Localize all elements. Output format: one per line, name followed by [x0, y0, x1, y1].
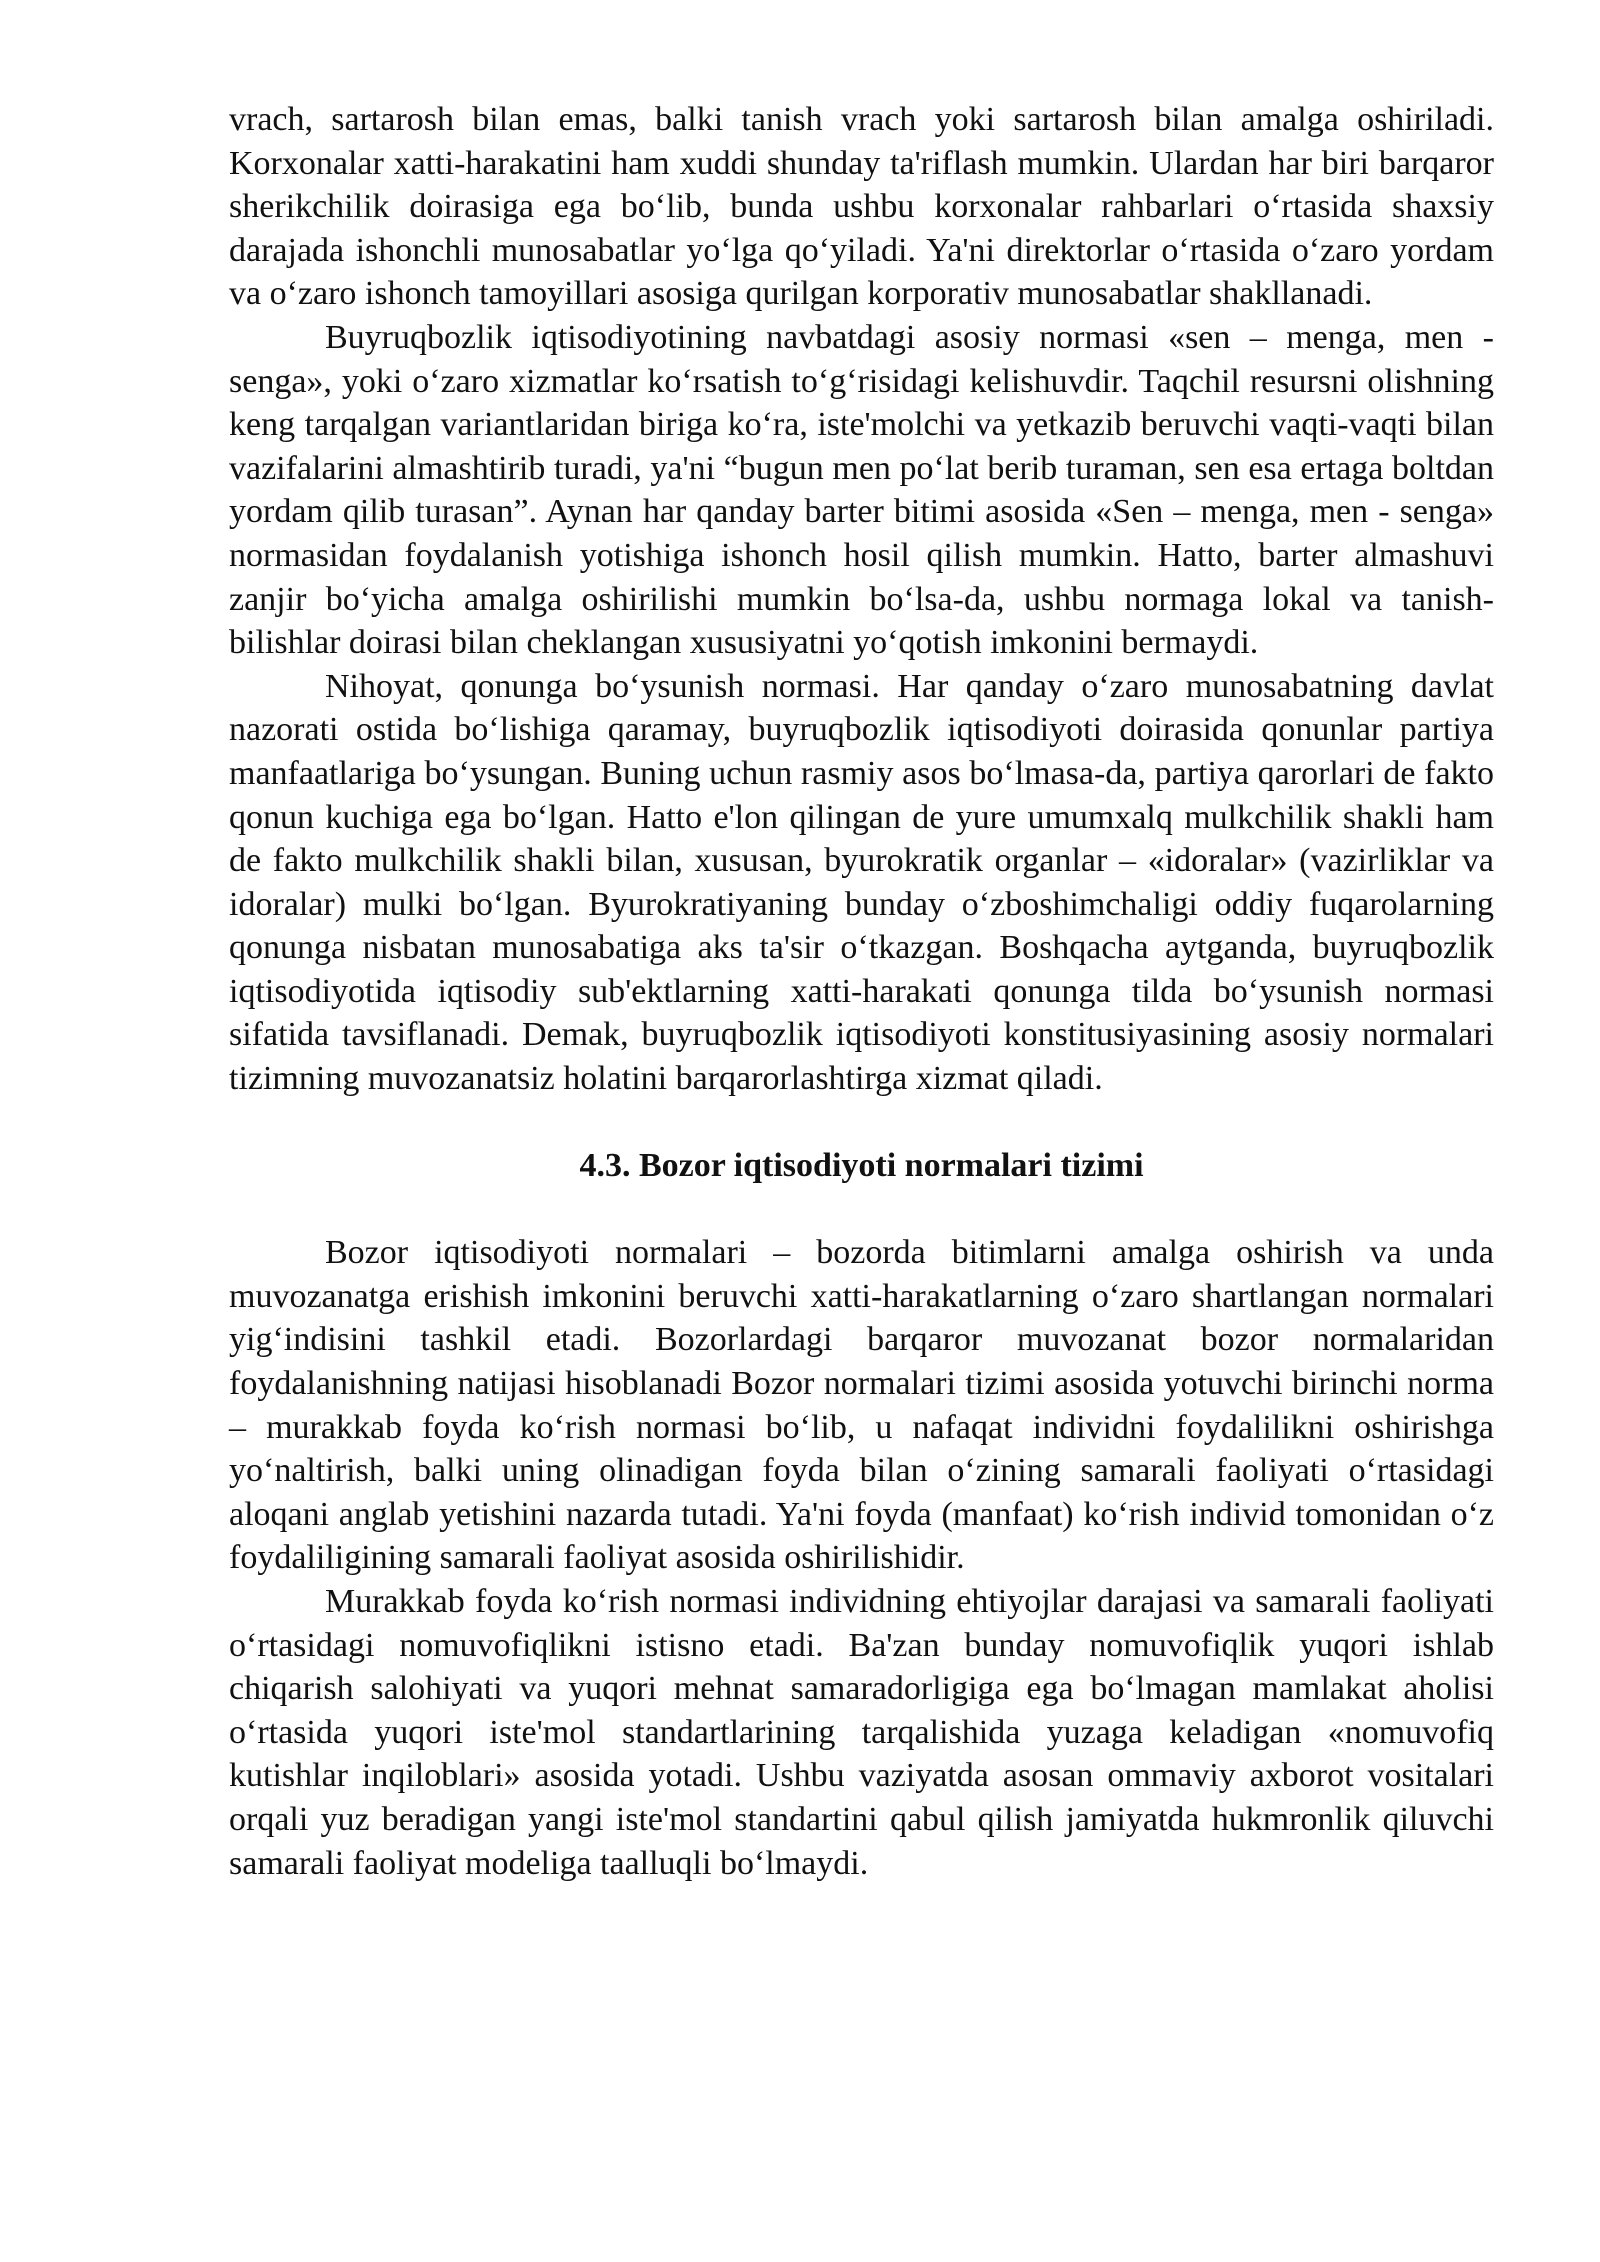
section-heading: 4.3. Bozor iqtisodiyoti normalari tizimi [579, 1146, 1144, 1184]
paragraph-law-obedience-norm: Nihoyat, qonunga bo‘ysunish normasi. Har qanday o‘zaro munosabatning davlat nazorati ostida bo‘lishiga qaramay, buyruqbozlik iqtisodiyoti doirasida qonunlar partiya manfaatlariga bo‘ysungan. Buning uchun rasmiy asos bo‘lmasa-da, partiya qarorlari de fakto qonun kuchiga ega bo‘lgan. Hatto e'lon qilingan de yure umumxalq mulkchilik shakli ham de fakto mulkchilik shakli bilan, xususan, byurokratik organlar – «idoralar» (vazirliklar va idoralar) mulki bo‘lgan. Byurokratiyaning bunday o‘zboshimchaligi oddiy fuqarolarning qonunga nisbatan munosabatiga aks ta'sir o‘tkazgan. Boshqacha aytganda, buyruqbozlik iqtisodiyotida iqtisodiy sub'ektlarning xatti-harakati qonunga tilda bo‘ysunish normasi sifatida tavsiflanadi. Demak, buyruqbozlik iqtisodiyoti konstitusiyasining asosiy normalari tizimning muvozanatsiz holatini barqarorlashtirga xizmat qiladi. [229, 667, 1494, 1098]
document-page [229, 98, 1494, 1885]
paragraph-market-norms: Bozor iqtisodiyoti normalari – bozorda bitimlarni amalga oshirish va unda muvozanatga erishish imkonini beruvchi xatti-harakatlarning o‘zaro shartlangan normalari yig‘indisini tashkil etadi. Bozorlardagi barqaror muvozanat bozor normalaridan foydalanishning natijasi hisoblanadi Bozor normalari tizimi asosida yotuvchi birinchi norma – murakkab foyda ko‘rish normasi bo‘lib, u nafaqat individni foydalilikni oshirishga yo‘naltirish, balki uning olinadigan foyda bilan o‘zining samarali faoliyati o‘rtasidagi aloqani anglab yetishini nazarda tutadi. Ya'ni foyda (manfaat) ko‘rish individ tomonidan o‘z foydaliligining samarali faoliyat asosida oshirilishidir. [229, 1234, 1494, 1577]
paragraph-you-to-me-norm: Buyruqbozlik iqtisodiyotining navbatdagi asosiy normasi «sen – menga, men - senga», yoki o‘zaro xizmatlar ko‘rsatish to‘g‘risidagi kelishuvdir. Taqchil resursni olishning keng tarqalgan variantlaridan biriga ko‘ra, iste'molchi va yetkazib beruvchi vaqti-vaqti bilan vazifalarini almashtirib turadi, ya'ni “bugun men po‘lat berib turaman, sen esa ertaga boltdan yordam qilib turasan”. Aynan har qanday barter bitimi asosida «Sen – menga, men - senga» normasidan foydalanish yotishiga ishonch hosil qilish mumkin. Hatto, barter almashuvi zanjir bo‘yicha amalga oshirilishi mumkin bo‘lsa-da, ushbu normaga lokal va tanish-bilishlar doirasi bilan cheklangan xususiyatni yo‘qotish imkonini bermaydi. [229, 318, 1494, 662]
paragraph-doctors-and-firms: vrach, sartarosh bilan emas, balki tanish vrach yoki sartarosh bilan amalga oshiriladi. Korxonalar xatti-harakatini ham xuddi shunday ta'riflash mumkin. Ulardan har biri barqaror sherikchilik doirasiga ega bo‘lib, bunda ushbu korxonalar rahbarlari o‘rtasida shaxsiy darajada ishonchli munosabatlar yo‘lga qo‘yiladi. Ya'ni direktorlar o‘rtasida o‘zaro yordam va o‘zaro ishonch tamoyillari asosiga qurilgan korporativ munosabatlar shakllanadi. [229, 101, 1494, 313]
paragraph-complex-profit-norm: Murakkab foyda ko‘rish normasi individning ehtiyojlar darajasi va samarali faoliyati o‘rtasidagi nomuvofiqlikni istisno etadi. Ba'zan bunday nomuvofiqlik yuqori ishlab chiqarish salohiyati va yuqori mehnat samaradorligiga ega bo‘lmagan mamlakat aholisi o‘rtasida yuqori iste'mol standartlarining tarqalishida yuzaga keladigan «nomuvofiq kutishlar inqiloblari» asosida yotadi. Ushbu vaziyatda asosan ommaviy axborot vositalari orqali yuz beradigan yangi iste'mol standartini qabul qilish jamiyatda hukmronlik qiluvchi samarali faoliyat modeliga taalluqli bo‘lmaydi. [229, 1583, 1494, 1882]
